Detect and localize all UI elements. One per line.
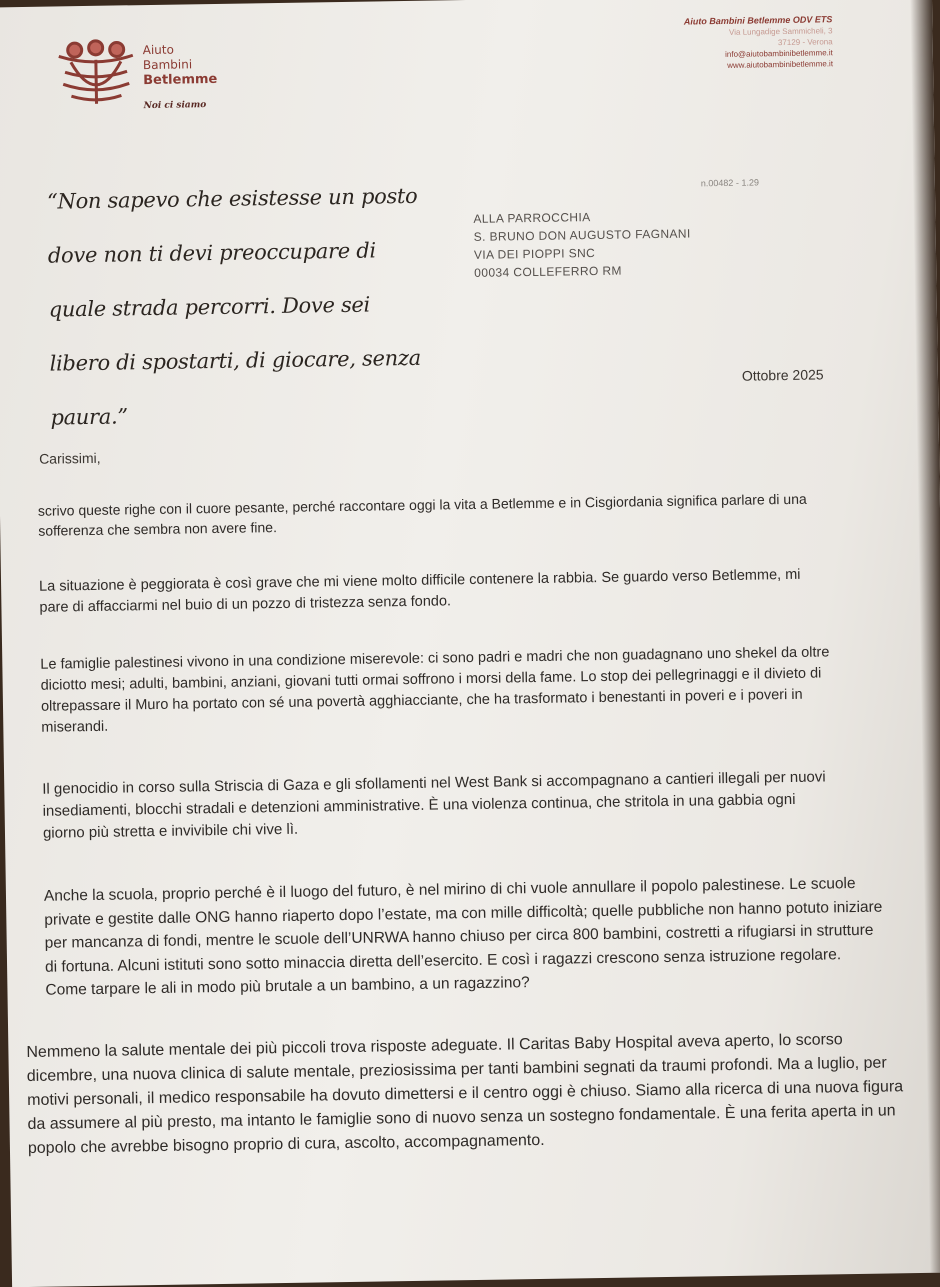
org-email: info@aiutobambinibetlemme.it xyxy=(725,48,833,59)
logo-tagline: Noi ci siamo xyxy=(143,100,207,112)
paragraph: scrivo queste righe con il cuore pesante, perché raccontare oggi la vita a Betlemme e in Cisgiordania significa parlare di una sofferenza che sembra non avere fine. xyxy=(37,490,807,539)
org-city: 37129 - Verona xyxy=(777,37,833,48)
address-line-3: VIA DEI PIOPPI SNC xyxy=(473,246,596,262)
paragraph: Le famiglie palestinesi vivono in una condizione miserevole: ci sono padri e madri che non guadagnano uno shekel da oltre diciotto mesi; adulti, bambini, anziani, giovani tutti ormai soffrono i morsi della fame. Lo stop dei pellegrinaggi e il divieto di oltrepassare il Muro ha portato con sé una povertà agghiacciante, che ha trasformato i benestanti in poveri e i poveri in miserandi. xyxy=(40,644,830,736)
paragraph: Anche la scuola, proprio perché è il luogo del futuro, è nel mirino di chi vuole annullare il popolo palestinese. Le scuole private e gestite dalle ONG hanno riaperto dopo l’estate, ma con mille difficoltà; quelle pubbliche non hanno potuto iniziare per mancanza di fondi, mentre le scuole dell’UNRWA hanno chiuso per circa 800 bambini, costretti a rifugiarsi in strutture di fortuna. Alcuni istituti sono sotto minaccia diretta dell’esercito. E così i ragazzi crescono senza istruzione regolare. Come tarpare le ali in modo più brutale a un bambino, a un ragazzino? xyxy=(43,874,883,999)
logo-wordmark xyxy=(143,42,218,88)
logo-children-icon xyxy=(51,37,142,108)
paragraph: Il genocidio in corso sulla Striscia di Gaza e gli sfollamenti nel West Bank si accompagnano a cantieri illegali per nuovi insediamenti, blocchi stradali e detenzioni amministrative. È una violenza continua, che stritola in una gabbia ogni giorno più stretta e invivibile chi vive lì. xyxy=(42,768,826,842)
org-web: www.aiutobambinibetlemme.it xyxy=(727,59,834,70)
reference-number: n.00482 - 1.29 xyxy=(700,177,759,189)
logo xyxy=(51,35,252,128)
paragraph: La situazione è peggiorata è così grave che mi viene molto difficile contenere la rabbia. Se guardo verso Betlemme, mi pare di affacciarmi nel buio di un pozzo di tristezza senza fondo. xyxy=(38,566,801,616)
org-name: Aiuto Bambini Betlemme ODV ETS xyxy=(683,14,833,27)
logo-line-3: Betlemme xyxy=(143,71,218,89)
logo-line-1: Aiuto xyxy=(142,42,175,58)
opening-quote: “Non sapevo che esistesse un posto dove non ti devi preoccupare di quale strada percorri. Dove sei libero di spostarti, di giocare, senza paura.” xyxy=(46,183,422,430)
letter-body xyxy=(26,488,904,1196)
letter-date: Ottobre 2025 xyxy=(741,366,824,384)
greeting: Carissimi, xyxy=(38,449,101,467)
logo-line-2: Bambini xyxy=(142,57,193,73)
page-edge-shadow xyxy=(910,0,940,1273)
address-line-2: S. BRUNO DON AUGUSTO FAGNANI xyxy=(473,226,691,244)
address-line-1: ALLA PARROCCHIA xyxy=(473,210,591,226)
recipient-address xyxy=(473,207,691,282)
org-street: Via Lungadige Sammicheli, 3 xyxy=(728,26,833,37)
paragraph: Nemmeno la salute mentale dei più piccoli trova risposte adeguate. Il Caritas Baby Hospital aveva aperto, lo scorso dicembre, una nuova clinica di salute mentale, preziosissima per tanti bambini segnati da traumi profondi. Ma a luglio, per motivi personali, il medico responsabile ha dovuto dimettersi e il centro oggi è chiuso. Siamo alla ricerca di una nuova figura da assumere al più presto, ma intanto le famiglie sono di nuovo senza un sostegno fondamentale. È una ferita aperta in un popolo che avrebbe bisogno proprio di cura, ascolto, accompagnamento. xyxy=(26,1030,904,1157)
address-line-4: 00034 COLLEFERRO RM xyxy=(474,263,622,280)
org-contact-block xyxy=(684,14,833,71)
